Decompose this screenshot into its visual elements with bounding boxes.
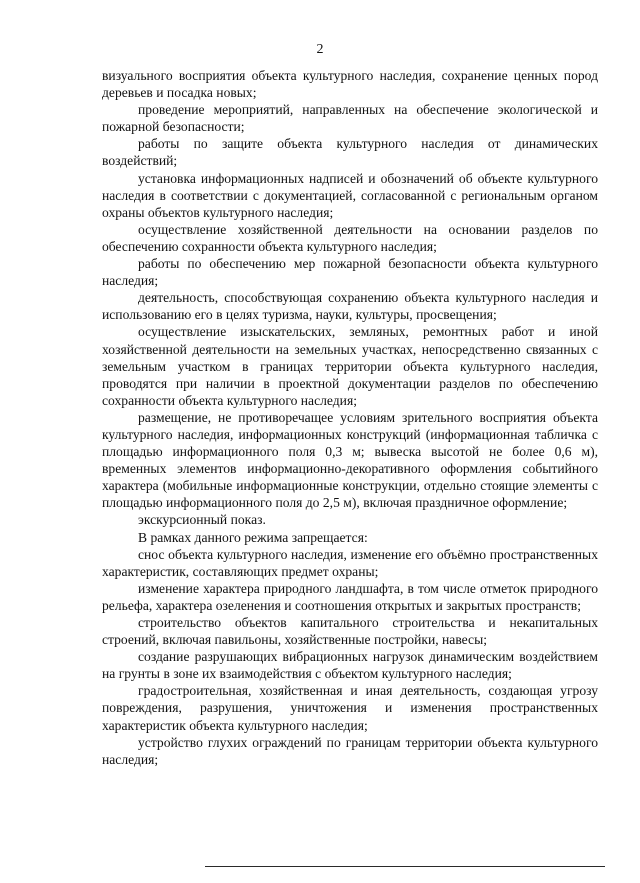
paragraph: размещение, не противоречащее условиям зрительного восприятия объекта культурного наследия, информационных конструкций (информационная табличка с площадью информационного поля 0,3 м; вывеска высотой не более 0,6 м), временных элементов информационно-декоративного оформления событийного характера (мобильные информационные конструкции, отдельно стоящие элементы с площадью информационного поля до 2,5 м), включая праздничное оформление; <box>102 409 598 511</box>
paragraph-continuation: визуального восприятия объекта культурного наследия, сохранение ценных пород деревьев и посадка новых; <box>102 68 598 101</box>
paragraph: работы по защите объекта культурного наследия от динамических воздействий; <box>102 136 598 169</box>
paragraph: осуществление изыскательских, земляных, ремонтных работ и иной хозяйственной деятельности на земельных участках, непосредственно связанных с земельным участком в границах территории объекта культурного наследия, проводятся при наличии в проектной документации разделов по обеспечению сохранности объекта культурного наследия; <box>102 324 598 408</box>
paragraph: работы по обеспечению мер пожарной безопасности объекта культурного наследия; <box>102 256 598 289</box>
page-number: 2 <box>316 42 324 57</box>
paragraph: осуществление хозяйственной деятельности на основании разделов по обеспечению сохранности объекта культурного наследия; <box>102 221 598 254</box>
section-heading: В рамках данного режима запрещается: <box>138 529 368 545</box>
paragraph: изменение характера природного ландшафта, в том числе отметок природного рельефа, характера озеленения и соотношения открытых и закрытых пространств; <box>102 580 598 613</box>
paragraph: установка информационных надписей и обозначений об объекте культурного наследия в соответствии с документацией, согласованной с региональным органом охраны объектов культурного наследия; <box>102 170 598 220</box>
paragraph: строительство объектов капитального строительства и некапитальных строений, включая павильоны, хозяйственные постройки, навесы; <box>102 615 598 648</box>
paragraph: проведение мероприятий, направленных на обеспечение экологической и пожарной безопасности; <box>102 102 598 135</box>
document-body <box>102 67 598 768</box>
paragraph: устройство глухих ограждений по границам территории объекта культурного наследия; <box>102 734 598 767</box>
paragraph: создание разрушающих вибрационных нагрузок динамическим воздействием на грунты в зоне их взаимодействия с объектом культурного наследия; <box>102 649 598 682</box>
paragraph: деятельность, способствующая сохранению объекта культурного наследия и использованию его в целях туризма, науки, культуры, просвещения; <box>102 290 598 323</box>
paragraph: градостроительная, хозяйственная и иная деятельность, создающая угрозу повреждения, разрушения, уничтожения и изменения пространственных характеристик объекта культурного наследия; <box>102 683 598 733</box>
paragraph: экскурсионный показ. <box>138 512 266 528</box>
paragraph: снос объекта культурного наследия, изменение его объёмно пространственных характеристик, составляющих предмет охраны; <box>102 546 598 579</box>
bottom-divider <box>205 866 605 867</box>
